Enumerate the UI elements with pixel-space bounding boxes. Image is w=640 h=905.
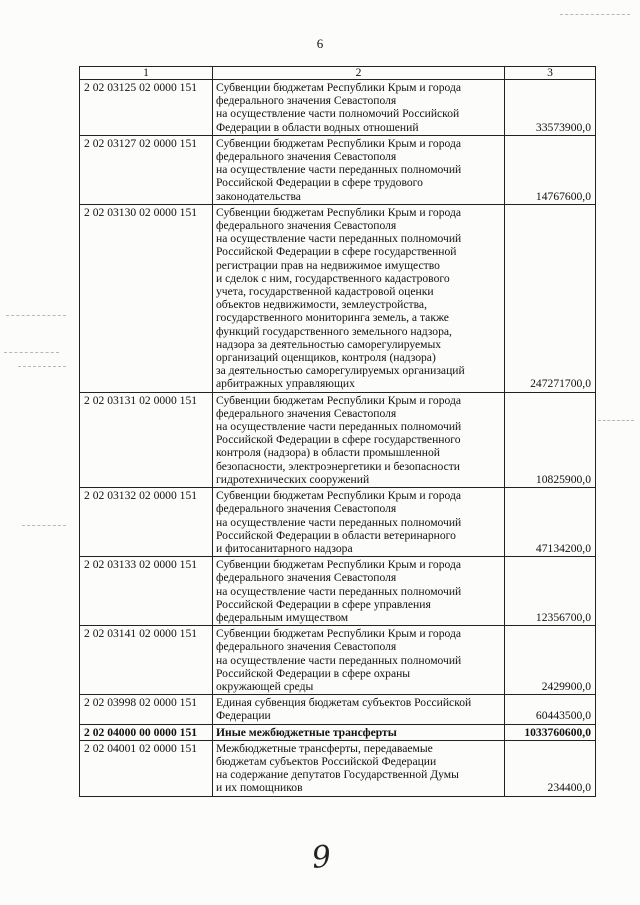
row-name: Субвенции бюджетам Республики Крым и города федерального значения Севастополя на осуществление части переданных полномочий Российской Федерации в области ветеринарного и фитосанитарного надзора bbox=[213, 488, 505, 557]
row-name: Субвенции бюджетам Республики Крым и города федерального значения Севастополя на осуществление части переданных полномочий Российской Федерации в сфере государственного контроля (надзора) в области промышленной безопасности, электроэнергетики и безопасности гидротехнических сооружений bbox=[213, 392, 505, 487]
row-code: 2 02 04001 02 0000 151 bbox=[80, 740, 213, 796]
header-col-3: 3 bbox=[505, 67, 596, 80]
budget-table bbox=[79, 66, 596, 797]
row-code: 2 02 03125 02 0000 151 bbox=[80, 80, 213, 136]
header-col-1: 1 bbox=[80, 67, 213, 80]
table-row bbox=[80, 740, 596, 796]
row-code: 2 02 04000 00 0000 151 bbox=[80, 724, 213, 740]
row-amount: 234400,0 bbox=[505, 740, 596, 796]
row-code: 2 02 03133 02 0000 151 bbox=[80, 557, 213, 626]
table-row bbox=[80, 626, 596, 695]
budget-table-body bbox=[80, 67, 596, 797]
handwritten-page-mark: 9 bbox=[310, 839, 333, 876]
scan-artifact bbox=[560, 14, 630, 15]
row-code: 2 02 03131 02 0000 151 bbox=[80, 392, 213, 487]
header-col-2: 2 bbox=[213, 67, 505, 80]
row-code: 2 02 03132 02 0000 151 bbox=[80, 488, 213, 557]
row-name: Субвенции бюджетам Республики Крым и города федерального значения Севастополя на осуществление части переданных полномочий Российской Федерации в сфере трудового законодательства bbox=[213, 135, 505, 204]
table-row bbox=[80, 204, 596, 392]
row-amount: 14767600,0 bbox=[505, 135, 596, 204]
table-row bbox=[80, 135, 596, 204]
scan-artifact bbox=[18, 366, 66, 367]
row-code: 2 02 03130 02 0000 151 bbox=[80, 204, 213, 392]
row-name: Субвенции бюджетам Республики Крым и города федерального значения Севастополя на осуществление части переданных полномочий Российской Федерации в сфере управления федеральным имуществом bbox=[213, 557, 505, 626]
row-code: 2 02 03141 02 0000 151 bbox=[80, 626, 213, 695]
table-row bbox=[80, 488, 596, 557]
row-name: Субвенции бюджетам Республики Крым и города федерального значения Севастополя на осуществление части переданных полномочий Российской Федерации в сфере государственной регистрации прав на недвижимое имущество и сделок с ним, государственного кадастрового учета, государственной кадастровой оценки объектов недвижимости, землеустройства, государственного мониторинга земель, а также функций государственного земельного надзора, надзора за деятельностью саморегулируемых организаций оценщиков, контроля (надзора) за деятельностью саморегулируемых организаций арбитражных управляющих bbox=[213, 204, 505, 392]
row-amount: 247271700,0 bbox=[505, 204, 596, 392]
page-number: 6 bbox=[316, 36, 324, 51]
row-amount: 12356700,0 bbox=[505, 557, 596, 626]
row-amount: 47134200,0 bbox=[505, 488, 596, 557]
row-amount: 60443500,0 bbox=[505, 695, 596, 724]
row-name: Субвенции бюджетам Республики Крым и города федерального значения Севастополя на осуществление части переданных полномочий Российской Федерации в сфере охраны окружающей среды bbox=[213, 626, 505, 695]
row-code: 2 02 03127 02 0000 151 bbox=[80, 135, 213, 204]
row-name: Единая субвенция бюджетам субъектов Российской Федерации bbox=[213, 695, 505, 724]
table-header-row bbox=[80, 67, 596, 80]
table-row bbox=[80, 392, 596, 487]
row-amount: 1033760600,0 bbox=[505, 724, 596, 740]
table-row bbox=[80, 80, 596, 136]
row-name: Субвенции бюджетам Республики Крым и города федерального значения Севастополя на осуществление части полномочий Российской Федерации в области водных отношений bbox=[213, 80, 505, 136]
table-row bbox=[80, 557, 596, 626]
scan-artifact bbox=[22, 525, 66, 526]
scan-artifact bbox=[598, 420, 634, 421]
row-code: 2 02 03998 02 0000 151 bbox=[80, 695, 213, 724]
row-amount: 33573900,0 bbox=[505, 80, 596, 136]
row-amount: 2429900,0 bbox=[505, 626, 596, 695]
scan-artifact bbox=[6, 315, 66, 316]
row-amount: 10825900,0 bbox=[505, 392, 596, 487]
row-name: Иные межбюджетные трансферты bbox=[213, 724, 505, 740]
scan-artifact bbox=[4, 352, 59, 353]
table-row bbox=[80, 724, 596, 740]
table-row bbox=[80, 695, 596, 724]
row-name: Межбюджетные трансферты, передаваемые бюджетам субъектов Российской Федерации на содержание депутатов Государственной Думы и их помощников bbox=[213, 740, 505, 796]
